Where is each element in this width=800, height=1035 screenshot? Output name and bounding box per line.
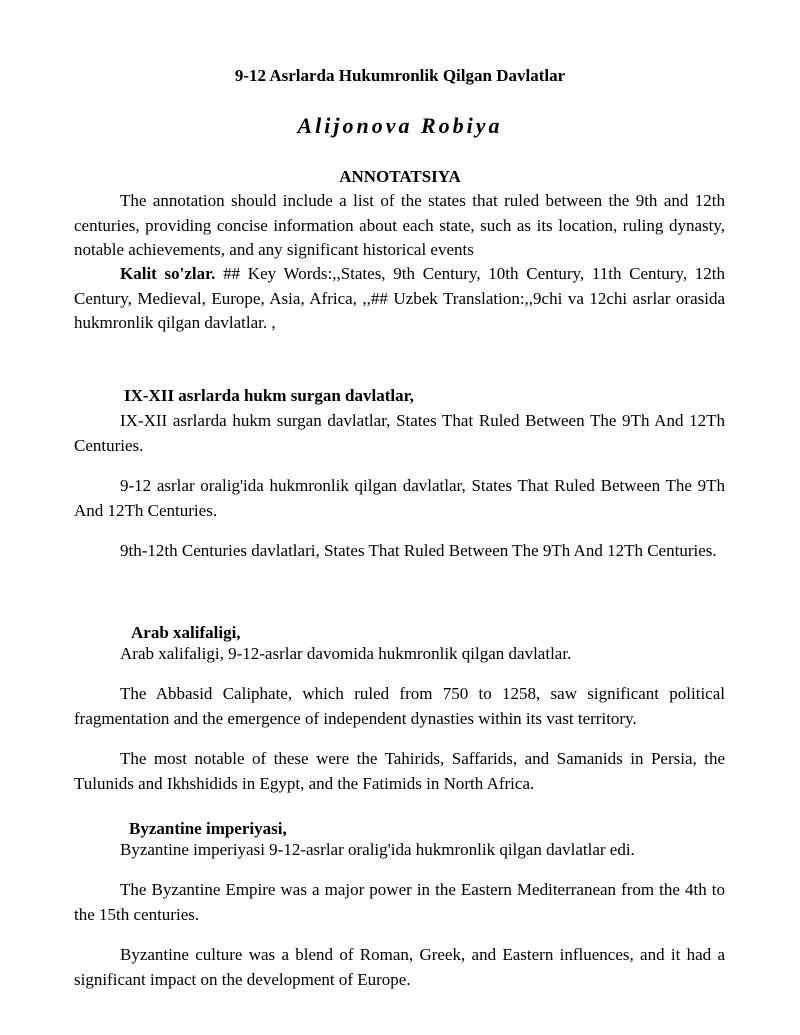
keywords-text: ## Key Words:,,States, 9th Century, 10th Century, 11th Century, 12th Century, Medieval, Europe, Asia, Africa, ,,## Uzbek Translation:,,9chi va 12chi asrlar orasida hukmronlik qilgan davlatlar. ,	[74, 264, 725, 332]
section-paragraph: The Byzantine Empire was a major power in the Eastern Mediterranean from the 4th to the 15th centuries.	[74, 880, 725, 924]
section-paragraph: The most notable of these were the Tahirids, Saffarids, and Samanids in Persia, the Tulunids and Ikhshidids in Egypt, and the Fatimids in North Africa.	[74, 749, 725, 793]
section-paragraph: Arab xalifaligi, 9-12-asrlar davomida hukmronlik qilgan davlatlar.	[120, 644, 572, 663]
section-heading-states: IX-XII asrlarda hukm surgan davlatlar,	[124, 386, 414, 405]
section-heading-arab-caliphate: Arab xalifaligi,	[131, 623, 241, 642]
keywords-paragraph	[74, 262, 725, 336]
annotation-heading: ANNOTATSIYA	[339, 167, 461, 186]
document-title: 9-12 Asrlarda Hukumronlik Qilgan Davlatlar	[234, 66, 566, 85]
section-heading-byzantine: Byzantine imperiyasi,	[129, 819, 287, 838]
section-paragraph: Byzantine culture was a blend of Roman, Greek, and Eastern influences, and it had a significant impact on the development of Europe.	[74, 945, 725, 989]
section-paragraph: The Abbasid Caliphate, which ruled from 750 to 1258, saw significant political fragmentation and the emergence of independent dynasties within its vast territory.	[74, 684, 725, 728]
section-paragraph: IX-XII asrlarda hukm surgan davlatlar, States That Ruled Between The 9Th And 12Th Centuries.	[74, 411, 725, 455]
author-name: Alijonova Robiya	[297, 113, 503, 138]
section-paragraph: 9th-12th Centuries davlatlari, States That Ruled Between The 9Th And 12Th Centuries.	[120, 541, 717, 560]
keywords-label: Kalit so'zlar.	[120, 264, 216, 283]
section-paragraph: Byzantine imperiyasi 9-12-asrlar oralig'ida hukmronlik qilgan davlatlar edi.	[120, 840, 635, 859]
section-paragraph: 9-12 asrlar oralig'ida hukmronlik qilgan davlatlar, States That Ruled Between The 9Th And 12Th Centuries.	[74, 476, 725, 520]
annotation-paragraph: The annotation should include a list of the states that ruled between the 9th and 12th centuries, providing concise information about each state, such as its location, ruling dynasty, notable achievements, and any significant historical events	[74, 191, 725, 259]
